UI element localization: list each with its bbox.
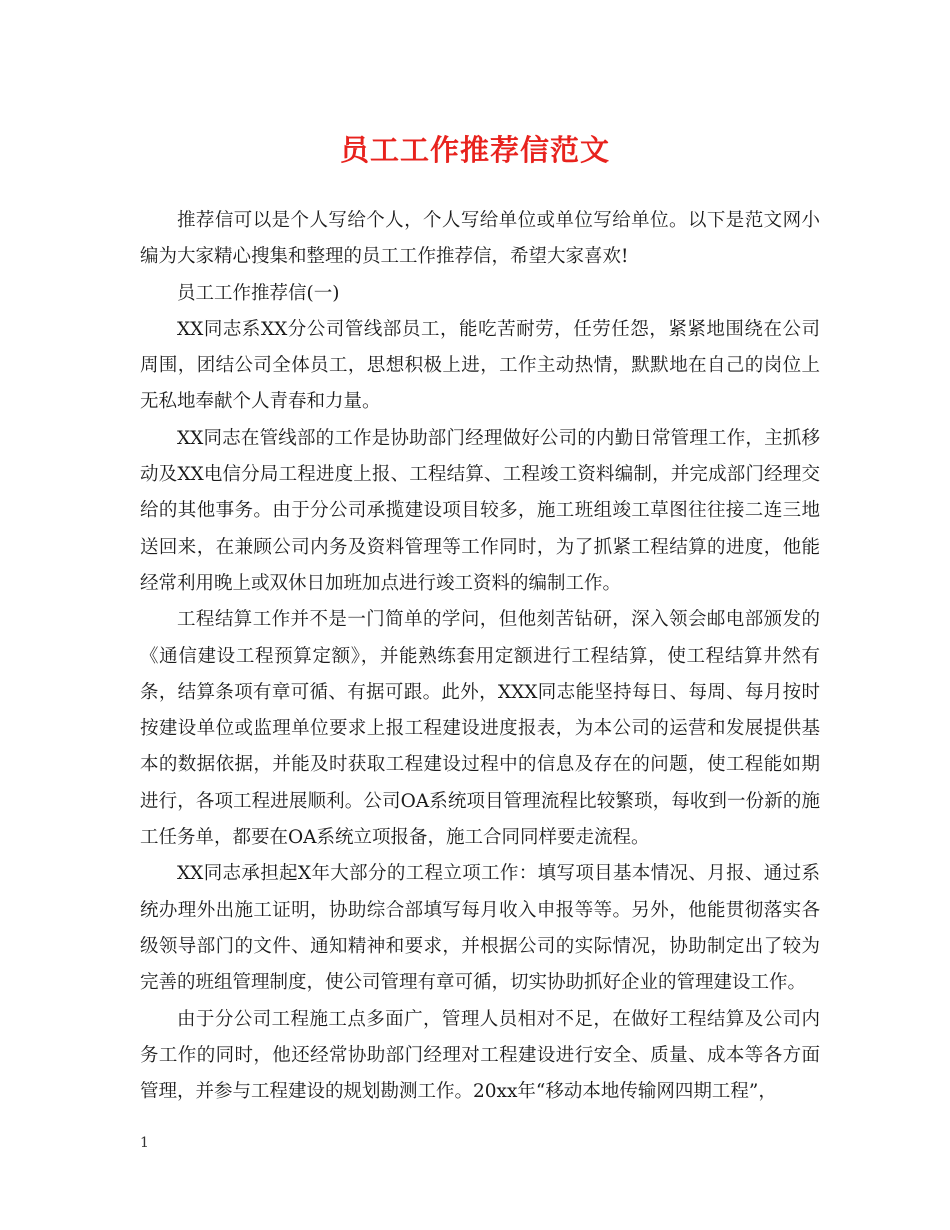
- paragraph-intro: 推荐信可以是个人写给个人，个人写给单位或单位写给单位。以下是范文网小编为大家精心搜集和整理的员工工作推荐信，希望大家喜欢!: [140, 210, 820, 268]
- paragraph-subheading: 员工工作推荐信(一): [177, 282, 340, 304]
- document-title: 员工工作推荐信范文: [339, 133, 610, 167]
- paragraph-body: 工程结算工作并不是一门简单的学问，但他刻苦钻研，深入领会邮电部颁发的《通信建设工程预算定额》，并能熟练套用定额进行工程结算，使工程结算井然有条，结算条项有章可循、有据可跟。此外，XXX同志能坚持每日、每周、每月按时按建设单位或监理单位要求上报工程建设进度报表，为本公司的运营和发展提供基本的数据依据，并能及时获取工程建设过程中的信息及存在的问题，使工程能如期进行，各项工程进展顺利。公司OA系统项目管理流程比较繁琐，每收到一份新的施工任务单，都要在OA系统立项报备，施工合同同样要走流程。: [140, 609, 820, 849]
- paragraph-body: 由于分公司工程施工点多面广，管理人员相对不足，在做好工程结算及公司内务工作的同时，他还经常协助部门经理对工程建设进行安全、质量、成本等各方面管理，并参与工程建设的规划勘测工作。20xx年“移动本地传输网四期工程”，: [140, 1008, 820, 1103]
- paragraph-body: XX同志系XX分公司管线部员工，能吃苦耐劳，任劳任怨，紧紧地围绕在公司周围，团结公司全体员工，思想积极上进，工作主动热情，默默地在自己的岗位上无私地奉献个人青春和力量。: [140, 318, 820, 413]
- document-body: [140, 203, 820, 1110]
- paragraph-body: XX同志承担起X年大部分的工程立项工作：填写项目基本情况、月报、通过系统办理外出施工证明，协助综合部填写每月收入申报等等。另外，他能贯彻落实各级领导部门的文件、通知精神和要求，并根据公司的实际情况，协助制定出了较为完善的班组管理制度，使公司管理有章可循，切实协助抓好企业的管理建设工作。: [140, 863, 820, 994]
- page-number: 1: [140, 1135, 149, 1151]
- paragraph-body: XX同志在管线部的工作是协助部门经理做好公司的内勤日常管理工作，主抓移动及XX电信分局工程进度上报、工程结算、工程竣工资料编制，并完成部门经理交给的其他事务。由于分公司承揽建设项目较多，施工班组竣工草图往往接二连三地送回来，在兼顾公司内务及资料管理等工作同时，为了抓紧工程结算的进度，他能经常利用晚上或双休日加班加点进行竣工资料的编制工作。: [140, 427, 820, 594]
